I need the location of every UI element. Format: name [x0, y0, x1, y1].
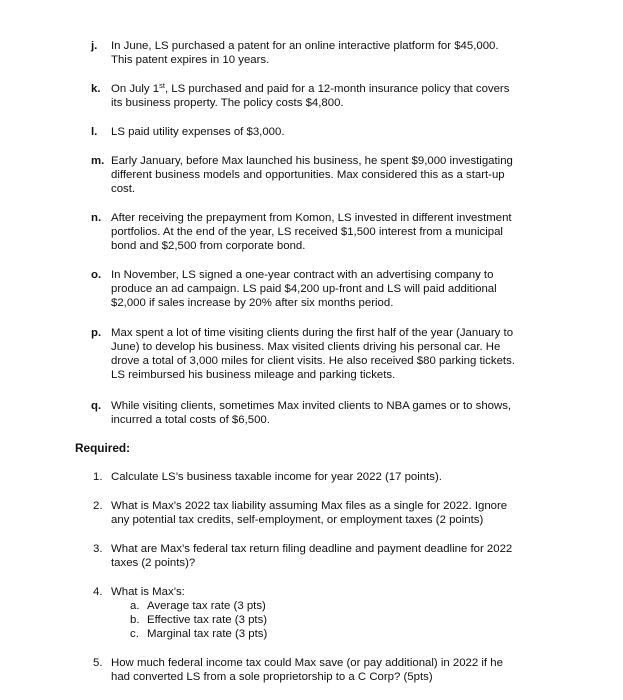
- text-line: had converted LS from a sole proprietorship to a C Corp? (5pts): [111, 671, 433, 683]
- text-line: In November, LS signed a one-year contract with an advertising company to: [111, 269, 494, 281]
- sub-item-text: Marginal tax rate (3 pts): [147, 628, 268, 640]
- question-number: 1.: [93, 471, 103, 483]
- sub-item-text: Effective tax rate (3 pts): [147, 614, 268, 626]
- item-label: o.: [91, 269, 102, 281]
- text-line: bond and $2,500 from corporate bond.: [111, 240, 306, 252]
- required-heading: Required:: [75, 441, 131, 455]
- question-text: [111, 499, 551, 527]
- text-line: any potential tax credits, self-employment, or employment taxes (2 points): [111, 514, 484, 526]
- question-text: [111, 542, 551, 570]
- text-line: different business models and opportunities. Max considered this as a start-up: [111, 169, 505, 181]
- text-segment: , LS purchased and paid for a 12-month insurance policy that covers: [164, 83, 510, 95]
- text-line: portfolios. At the end of the year, LS received $1,500 interest from a municipal: [111, 226, 503, 238]
- item-label: q.: [91, 400, 102, 412]
- superscript: st: [159, 81, 165, 90]
- question-number: 5.: [93, 657, 103, 669]
- text-line: What is Max’s:: [111, 586, 185, 598]
- item-text: [111, 82, 551, 110]
- item-text: [111, 39, 551, 67]
- sub-item-label: a.: [130, 600, 140, 612]
- text-line: [111, 82, 551, 96]
- item-text: [111, 211, 551, 253]
- text-line: In June, LS purchased a patent for an online interactive platform for $45,000.: [111, 40, 499, 52]
- item-label: n.: [91, 212, 102, 224]
- item-label: k.: [91, 83, 101, 95]
- text-line: cost.: [111, 183, 136, 195]
- item-label: j.: [91, 40, 98, 52]
- text-line: While visiting clients, sometimes Max invited clients to NBA games or to shows,: [111, 400, 512, 412]
- question-text: [111, 585, 551, 599]
- question-text: [111, 656, 551, 684]
- item-label: l.: [91, 126, 98, 138]
- question-text: [111, 470, 551, 484]
- text-line: Calculate LS’s business taxable income for year 2022 (17 points).: [111, 471, 442, 483]
- text-line: Max spent a lot of time visiting clients during the first half of the year (January to: [111, 327, 514, 339]
- item-text: [111, 268, 551, 310]
- text-line: This patent expires in 10 years.: [111, 54, 270, 66]
- text-line: $2,000 if sales increase by 20% after six months period.: [111, 297, 394, 309]
- question-number: 2.: [93, 500, 103, 512]
- text-line: incurred a total costs of $6,500.: [111, 414, 270, 426]
- text-line: Early January, before Max launched his business, he spent $9,000 investigating: [111, 155, 513, 167]
- text-line: LS reimbursed his business mileage and parking tickets.: [111, 369, 396, 381]
- text-line: How much federal income tax could Max save (or pay additional) in 2022 if he: [111, 657, 503, 669]
- item-text: [111, 326, 551, 382]
- text-line: After receiving the prepayment from Komon, LS invested in different investment: [111, 212, 512, 224]
- sub-item-label: b.: [130, 614, 140, 626]
- item-text: [111, 399, 551, 427]
- text-line: its business property. The policy costs $4,800.: [111, 97, 344, 109]
- question-number: 4.: [93, 586, 103, 598]
- sub-item-label: c.: [130, 628, 139, 640]
- text-line: drove a total of 3,000 miles for client visits. He also received $80 parking tickets.: [111, 355, 515, 367]
- item-label: p.: [91, 327, 102, 339]
- item-text: [111, 125, 551, 139]
- text-line: produce an ad campaign. LS paid $4,200 up-front and LS will paid additional: [111, 283, 497, 295]
- sub-item-text: Average tax rate (3 pts): [147, 600, 266, 612]
- text-line: June) to develop his business. Max visited clients driving his personal car. He: [111, 341, 501, 353]
- text-line: What are Max’s federal tax return filing deadline and payment deadline for 2022: [111, 543, 513, 555]
- question-number: 3.: [93, 543, 103, 555]
- item-label: m.: [91, 155, 105, 167]
- text-line: LS paid utility expenses of $3,000.: [111, 126, 285, 138]
- text-line: taxes (2 points)?: [111, 557, 196, 569]
- item-text: [111, 154, 551, 196]
- text-line: What is Max’s 2022 tax liability assuming Max files as a single for 2022. Ignore: [111, 500, 508, 512]
- text-segment: On July 1: [111, 83, 160, 95]
